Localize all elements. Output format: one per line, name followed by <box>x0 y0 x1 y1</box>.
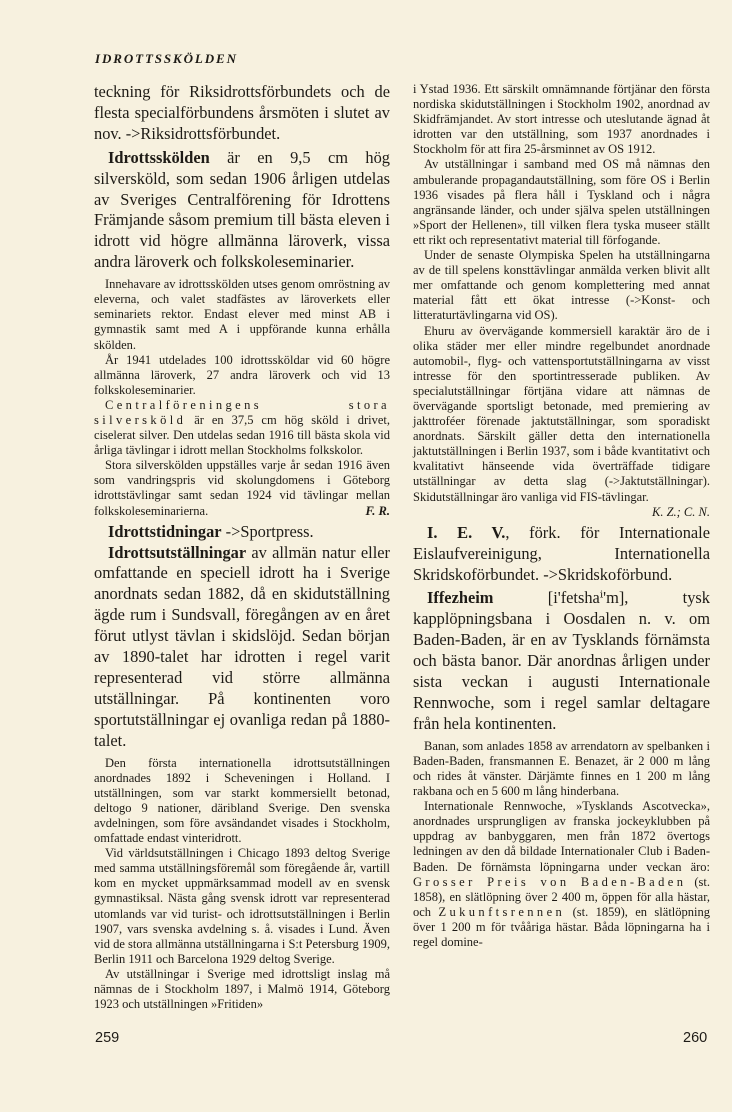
entry-headword: I. E. V. <box>427 522 506 542</box>
paragraph: Ehuru av övervägande kommersiell karaktär äro de i olika städer mer eller mindre regelbundet anordnade automobil-, flyg- och vattensportutställningarna av visst intresse för den sportintresserade publiken. Av specialutställningar förtjäna vidare att nämnas de övervägande sportsligt betonade, med premiering av jakttroféer förenade jaktutställningar, som sporadiskt anordnats. Särskilt gäller detta den internationella jaktutställningen i Berlin 1937, som i både kvantitativt och kvalitativt hänseende vida överträffade tidigare utställningar av detta slag (->Jaktutställningar). Skidutställningar äro vanliga vid FIS-tävlingar. <box>413 323 710 504</box>
author-signature: F. R. <box>365 503 390 518</box>
paragraph <box>94 398 390 458</box>
paragraph: Av utställningar i samband med OS må nämnas den ambulerande propagandautställning, som före OS i Berlin 1936 visades på flera håll i Tyskland och i några angränsande länder, och under själva spelen utställningen »Sport der Hellenen», till vilken flera tyska museer ställt ett rikt och representativt material till förfogande. <box>413 157 710 247</box>
paragraph <box>94 458 390 518</box>
entry-iev <box>413 523 710 586</box>
entry-text: är en 9,5 cm hög silversköld, som sedan 1906 årligen utdelas av Sveriges Centralförening för Idrottens Främjande såsom premium till bästa eleven i idrott vid högre allmänna läroverk, vissa andra läroverk och folkskoleseminarier. <box>94 147 390 272</box>
paragraph: Av utställningar i Sverige med idrottsligt inslag må nämnas de i Stockholm 1897, i Malmö 1914, Göteborg 1923 och utställningen »Fritiden» <box>94 966 390 1012</box>
paragraph: Innehavare av idrottsskölden utses genom omröstning av eleverna, och valet stadfästes av läroverkets eller seminariets rektor. Endast elever med minst AB i gymnastik samt med A i uppförande kunna erhålla skölden. <box>94 277 390 352</box>
page-number-left: 259 <box>95 1030 120 1046</box>
spaced-term: Zukunftsrennen <box>438 904 566 919</box>
paragraph-text: är en 37,5 cm hög sköld i drivet, ciselerat silver. Den utdelas sedan 1916 till bästa skola vid årliga tävlingar i idrott mellan Stockholms folkskolor. <box>94 413 390 458</box>
paragraph: teckning för Riksidrottsförbundets och de flesta specialförbundens årsmöten i slutet av nov. ->Riksidrottsförbundet. <box>94 82 390 143</box>
left-column <box>94 82 390 1012</box>
paragraph: Vid världsutställningen i Chicago 1893 deltog Sverige med samma utställningsföremål som föregående år, vartill kom en mycket uppmärksammad modell av en svensk gymnastiksal. Nästa gång svensk idrott var representerad utomlands var vid turist- och idrottsutställningen i Berlin 1907, vars svenska avdelning s. å. visades i Lund. Även vid de stora allmänna utställningarna i S:t Petersburg 1909, Berlin 1911 och Barcelona 1929 deltog Sverige. <box>94 846 390 966</box>
entry-idrottstidningar <box>94 522 390 543</box>
entry-text: ->Sportpress. <box>221 521 314 541</box>
author-signature <box>413 505 710 520</box>
entry-idrottsutstallningar <box>94 543 390 752</box>
entry-headword: Idrottsskölden <box>108 147 210 167</box>
paragraph-text: Internationale Rennwoche, »Tysklands Ascotvecka», anordnades ursprungligen av franska jockeyklubben på uppdrag av banbyggaren, men från 1872 övertogs ledningen av den då bildade Internationaler Club i Baden-Baden. De förnämsta löpningarna under veckan äro: <box>413 799 710 874</box>
paragraph-text: (st. 1859), en slätlöpning över 1 200 m för tvååriga hästar. Båda löpningarna ha i regel domine- <box>413 904 710 949</box>
entry-headword: Iffezheim <box>427 588 494 608</box>
running-head: IDROTTSSKÖLDEN <box>95 51 238 66</box>
paragraph-text: (st. 1858), en slätlöpning över 2 400 m, öppen för alla hästar, och <box>413 874 710 919</box>
spaced-term: Grosser Preis von Baden-Baden <box>413 874 687 889</box>
paragraph-text: Stora silverskölden uppställes varje år sedan 1916 även som vandringspris vid skolungdomens i Göteborg idrottstävlingar samt sedan 1924 vid tävlingar mellan folkskoleseminarierna. <box>94 458 390 518</box>
paragraph: i Ystad 1936. Ett särskilt omnämnande förtjänar den första nordiska skidutställningen i Stockholm 1902, anordnad av Skidfrämjandet. Av stort intresse och uteslutande ägnad åt idrotten var den utställning, som 1937 anordnades i Stockholm för att fira 25-årsminnet av OS 1912. <box>413 82 710 157</box>
author-signature-text: K. Z.; C. N. <box>651 504 710 519</box>
page-number-right: 260 <box>683 1030 708 1046</box>
entry-headword: Idrottstidningar <box>108 521 222 541</box>
paragraph: Banan, som anlades 1858 av arrendatorn av spelbanken i Baden-Baden, fransmannen E. Benazet, är 2 000 m lång och rides åt vänster. Därjämte finnes en 1 200 m lång rakbana och en 5 600 m lång hinderbana. <box>413 738 710 799</box>
entry-idrottsskolden <box>94 148 390 273</box>
entry-iffezheim <box>413 588 710 734</box>
spaced-term: Centralföreningens stora silversköld <box>94 397 390 427</box>
entry-headword: Idrottsutställningar <box>108 542 247 562</box>
paragraph: Den första internationella idrottsutställningen anordnades 1892 i Scheveningen i Holland. I utställningen, som var starkt kommersiellt betonad, deltogo 9 nationer, däribland Sverige. Den svenska avdelningen, som före avsändandet visades i Stockholm, omfattade endast vinteridrott. <box>94 755 390 846</box>
paragraph <box>413 799 710 950</box>
entry-text: , förk. för Internationale Eislaufvereinigung, Internationella Skridskoförbundet. ->Skridskoförbund. <box>413 522 711 584</box>
paragraph: År 1941 utdelades 100 idrottssköldar vid 60 högre allmänna läroverk, 27 andra läroverk och vid 13 folkskoleseminarier. <box>94 352 390 397</box>
entry-text: [i'fetshaⁱ'm], tysk kapplöpningsbana i Oosdalen n. v. om Baden-Baden, är en av Tysklands förnämsta och bästa banor. Där anordnas årligen under sista veckan i augusti Internationale Rennwoche, som i regel samlar deltagare från hela kontinenten. <box>413 588 710 733</box>
entry-text: av allmän natur eller omfattande en speciell idrott ha i Sverige anordnats sedan 1882, då en skidutställning ägde rum i Sundsvall, föregången av en året förut utlyst tävlan i skidslöjd. Sedan början av 1890-talet har idrotten i regel varit representerad vid större allmänna utställningar. På kontinenten voro sportutställningar ej ovanliga redan på 1880-talet. <box>94 542 390 750</box>
right-column <box>413 82 710 950</box>
paragraph: Under de senaste Olympiska Spelen ha utställningarna av de till spelens konsttävlingar anmälda verken blivit allt mer omfattande och genom komplettering med annat material fått ett ökat intresse (->Konst- och litteraturtävlingarna vid OS). <box>413 248 710 323</box>
